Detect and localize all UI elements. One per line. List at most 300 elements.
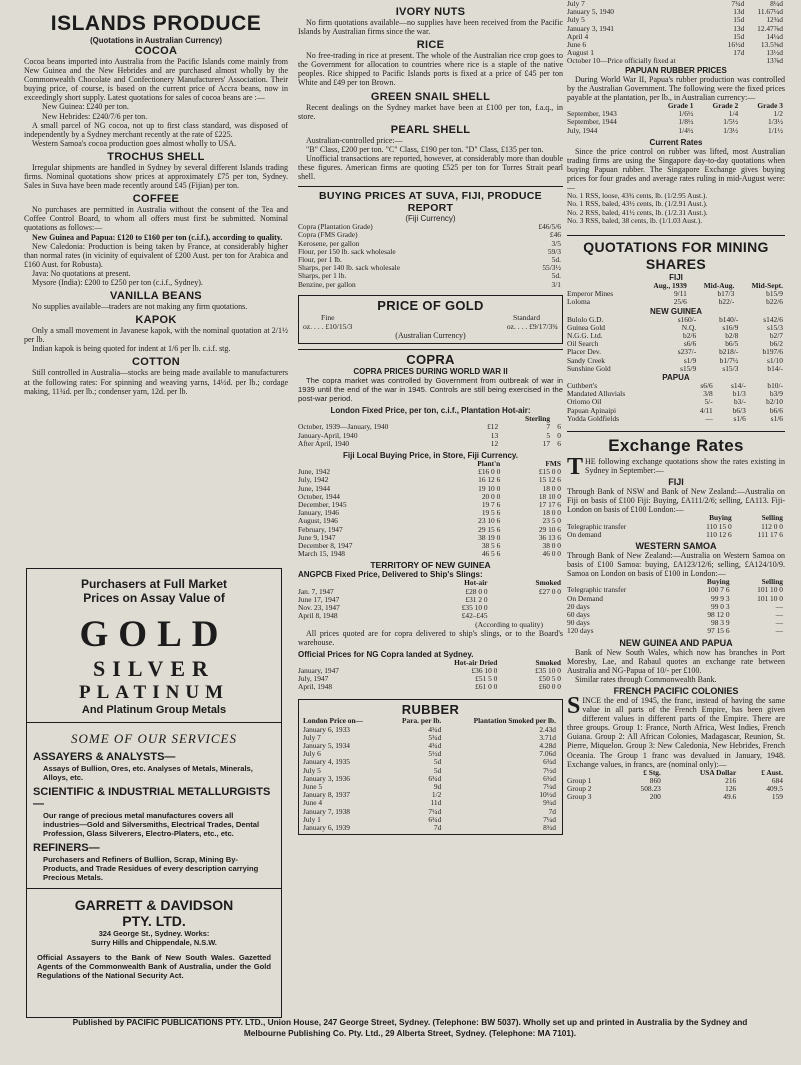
table-cell: Mandated Alluvials — [567, 389, 626, 399]
table-cell: 98 3 9 — [711, 618, 730, 628]
table-cell: £50 5 0 — [538, 673, 561, 683]
table-cell: 29 10 6 — [538, 524, 561, 534]
table-cell: January 5, 1940 — [567, 7, 615, 17]
table-cell: b6/5 — [725, 339, 739, 349]
copra-heading: COPRA — [406, 351, 455, 367]
ad-gold: GOLD — [79, 614, 229, 655]
rubber-continued-table — [567, 0, 785, 66]
table-cell: Placer Dev. — [567, 347, 601, 357]
official-heading: Official Prices for NG Copra landed at Sydney. — [298, 649, 474, 659]
table-cell: 110 12 6 — [706, 529, 732, 539]
table-cell: 46 0 0 — [542, 549, 561, 559]
table-cell: 8¾d — [543, 823, 556, 833]
table-cell: No. 1 RSS, baled, 43½ cents, lb. (1/2.91 Aust.). — [567, 199, 708, 209]
table-cell: £36 10 0 — [471, 665, 498, 675]
suva-subtitle: (Fiji Currency) — [405, 214, 456, 224]
table-cell: 200 — [649, 792, 661, 802]
table-row — [567, 603, 785, 611]
table-cell: 49.6 — [723, 792, 737, 802]
table-row — [567, 41, 785, 49]
table-header-cell: Grade 3 — [757, 100, 783, 110]
ws-para: Through Bank of New Zealand:—Australia on Western Samoa on basis of £100 Samoa: buying, £A123/12/6; selling, £A124/10/9. Samoa on London on basis of £100 in London:— — [567, 550, 785, 579]
table-cell: N.Q. — [681, 322, 697, 332]
ngp-heading: NEW GUINEA AND PAPUA — [619, 637, 733, 648]
table-row — [567, 785, 785, 793]
table-cell: s6/6 — [700, 381, 713, 391]
table-cell: July 7 — [567, 0, 585, 8]
table-cell: 12 — [490, 438, 499, 448]
table-row — [298, 526, 563, 534]
table-cell: — — [775, 618, 783, 628]
table-cell: Yodda Goldfields — [567, 413, 620, 423]
current-rates-heading: Current Rates — [649, 137, 703, 147]
gold-fine-label: Fine — [321, 312, 335, 322]
table-cell: January 8, 1937 — [303, 790, 351, 800]
pearl-unofficial: Unofficial transactions are reported, however, at considerably more than double these figures. American firms are quoting £525 per ton for Torres Strait pearl shell. — [298, 153, 563, 182]
table-header-cell: £ Aust. — [761, 767, 783, 777]
table-cell: September, 1943 — [567, 109, 617, 119]
table-cell: £27 0 0 — [538, 586, 561, 596]
table-cell: 3/8 — [703, 389, 713, 399]
table-cell: January 5, 1934 — [303, 741, 351, 750]
table-row — [298, 667, 563, 675]
table-row — [298, 476, 563, 484]
table-row — [567, 8, 785, 16]
table-cell: February, 1947 — [298, 524, 343, 534]
table-cell: On demand — [567, 529, 602, 539]
table-cell: s1/9 — [683, 355, 697, 365]
table-cell: 5d — [433, 757, 442, 767]
table-cell: January 6, 1939 — [303, 823, 351, 833]
table-cell: 1/4½ — [678, 125, 694, 135]
table-cell: 14¼d — [766, 31, 783, 41]
table-header-cell: Para. per lb. — [402, 716, 442, 726]
kapok-heading: KAPOK — [135, 314, 177, 327]
table-cell: b22/6 — [766, 297, 783, 307]
table-cell: 23 10 6 — [478, 516, 501, 526]
table-cell: £28 0 0 — [465, 586, 488, 596]
table-cell: b3/9 — [769, 389, 783, 399]
rice-para: No free-trading in rice at present. The whole of the Australian rice crop goes to the Government for allocation to countries where rice is a staple of the native peoples. Rice shipped to Pacific Islands ports is fixed at a price of £45 per ton White and £49 per ton Brown. — [298, 51, 563, 88]
rubber-table — [303, 717, 558, 832]
copra-subtitle: COPRA PRICES DURING WORLD WAR II — [353, 366, 508, 376]
table-cell: 7¼d — [543, 814, 556, 824]
table-cell: s15/3 — [722, 363, 739, 373]
table-cell: 1/4 — [728, 109, 739, 119]
table-cell: 6¾d — [543, 773, 556, 783]
exchange-dropcap: T — [567, 454, 584, 481]
table-cell: January, 1946 — [298, 508, 339, 518]
table-cell: 98 12 0 — [707, 610, 730, 620]
table-cell: b6/2 — [769, 339, 783, 349]
table-cell: £51 5 0 — [475, 673, 498, 683]
ad-services-heading: SOME OF OUR SERVICES — [71, 731, 237, 746]
table-cell: £46 — [549, 230, 561, 240]
table-cell: 508.23 — [640, 784, 661, 794]
ad-footer-note: Official Assayers to the Bank of New South Wales. Gazetted Agents of the Commonwealth Bank of Australia, under the Gold Regulations of the National Security Act. — [37, 953, 271, 980]
suva-price-table — [298, 223, 563, 289]
table-cell: Sunshine Gold — [567, 363, 611, 373]
table-cell: Nov. 23, 1947 — [298, 602, 340, 612]
table-cell: b17/3 — [717, 289, 735, 299]
table-cell: 120 days — [567, 626, 594, 636]
gold-price-box — [298, 295, 563, 344]
table-cell: s14/- — [731, 381, 746, 391]
papuan-rubber-heading: PAPUAN RUBBER PRICES — [625, 65, 727, 75]
table-cell: b218/- — [719, 347, 739, 357]
rubber-box — [298, 699, 563, 835]
table-cell: b2/8 — [725, 331, 739, 341]
table-row — [298, 612, 563, 620]
table-cell: 1/8½ — [678, 117, 694, 127]
table-cell: 7.06d — [539, 749, 556, 759]
table-cell: Guinea Gold — [567, 322, 605, 332]
table-cell: Oriomo Oil — [567, 397, 602, 407]
angpcb-note: (According to quality) — [475, 620, 543, 630]
table-cell: 11.67¼d — [757, 7, 783, 17]
table-cell: 16 12 6 — [478, 475, 501, 485]
exchange-rates-heading: Exchange Rates — [608, 436, 744, 456]
table-cell: 13d — [733, 7, 745, 17]
table-cell: b2/10 — [766, 397, 783, 407]
table-row — [567, 298, 785, 306]
table-cell: January 3, 1941 — [567, 23, 615, 33]
table-cell: 59/3 — [547, 246, 561, 256]
angpcb-table — [298, 579, 563, 620]
table-cell: 5d. — [551, 271, 561, 281]
table-header-cell: Grade 2 — [712, 100, 739, 110]
table-header-cell: Sterling — [525, 414, 551, 424]
coffee-ng: New Guinea and Papua: £120 to £160 per ton (c.i.f.), according to quality. — [32, 232, 283, 242]
table-cell: 13½d — [766, 48, 783, 58]
kapok-para: Only a small movement in Javanese kapok, with the nominal quotation at 2/1½ per lb. — [24, 326, 288, 345]
table-cell: April 8, 1948 — [298, 611, 338, 621]
mining-fiji-table — [567, 282, 785, 307]
table-cell: 1/2 — [431, 790, 442, 800]
pearl-price: Australian-controlled price:— — [306, 135, 403, 145]
ad-platinum-group: And Platinum Group Metals — [81, 704, 227, 716]
table-cell: Telegraphic transfer — [567, 521, 627, 531]
table-cell: 23 5 0 — [542, 516, 561, 526]
papuan-rubber-para: During World War II, Papua's rubber production was controlled by the Australian Government. The following were the fixed prices payable at the plantation, per lb., in Australian currency:— — [567, 74, 785, 102]
table-cell: 1/2 — [773, 109, 783, 119]
fpc-para — [567, 693, 785, 769]
table-row — [298, 675, 563, 683]
table-cell: 3/1 — [551, 279, 561, 289]
ad-silver: SILVER — [93, 656, 215, 681]
angpcb-para: All prices quoted are for copra delivered to ship's slings, or to the Board's warehouse. — [298, 629, 563, 648]
table-cell: b140/- — [719, 314, 739, 324]
table-cell: 7¾d — [731, 0, 745, 8]
ad-platinum: PLATINUM — [78, 682, 230, 703]
table-cell: 111 17 6 — [757, 529, 783, 539]
snail-heading: GREEN SNAIL SHELL — [370, 90, 491, 103]
table-cell: 110 15 0 — [706, 521, 732, 531]
ex-fiji-table — [567, 514, 785, 539]
table-cell: 7d — [548, 806, 556, 816]
table-cell: October, 1939—January, 1940 — [298, 422, 389, 432]
tng-heading: TERRITORY OF NEW GUINEA — [370, 560, 491, 571]
table-cell: b1/7½ — [719, 355, 739, 365]
table-cell: 3/5 — [551, 238, 561, 248]
table-cell: £31 2 0 — [465, 594, 488, 604]
table-cell: 7¼d — [428, 806, 442, 816]
table-cell: June 6 — [567, 40, 587, 50]
table-cell: 17d — [733, 48, 745, 58]
table-cell: b15/9 — [766, 289, 783, 299]
table-cell: s237/- — [677, 347, 697, 357]
table-cell: 7¼d — [543, 782, 556, 792]
table-cell: £61 0 0 — [475, 682, 498, 692]
table-cell: 18 10 0 — [538, 491, 561, 501]
table-cell: N.G.G. Ltd. — [567, 331, 603, 341]
table-cell: 409.5 — [766, 784, 783, 794]
ngp-para: Bank of New South Wales, which now has branches in Port Moresby, Lae, and Rabaul quotes an exchange rate between Australia and NG-Papua of 10/- per £100. — [567, 647, 785, 675]
table-row — [567, 118, 785, 126]
table-cell: s16/9 — [722, 322, 739, 332]
table-cell: July 5 — [567, 15, 585, 25]
snail-para: Recent dealings on the Sydney market have been at £100 per ton, f.a.q., in store. — [298, 102, 563, 121]
left-column — [24, 0, 288, 396]
table-cell: October 10—Price officially fixed at — [567, 56, 676, 66]
table-cell: 5d — [433, 765, 442, 775]
table-cell: 112 0 0 — [761, 521, 783, 531]
gold-fine-value: oz. . . . £10/15/3 — [303, 321, 353, 331]
table-cell: No. 2 RSS, baled, 41½ cents, lb. (1/2.31 Aust.). — [567, 207, 708, 217]
table-header-cell: Aug., 1939 — [653, 281, 687, 290]
coffee-nc: New Caledonia: Production is being taken by France, at considerably higher than normal rates (in vicinity of equivalent of £200 Aust. per ton for Arabica and £160 Aust. for Robusta). — [24, 241, 288, 269]
table-header-cell: Plant'n — [477, 458, 501, 468]
table-cell: Group 2 — [567, 784, 592, 794]
table-row — [567, 25, 785, 33]
table-cell: 7d — [433, 823, 442, 833]
rice-heading: RICE — [416, 39, 445, 52]
table-row — [567, 365, 785, 373]
official-table — [298, 659, 563, 692]
table-cell: January 7, 1938 — [303, 806, 351, 816]
table-cell: — — [775, 601, 783, 611]
table-row — [298, 440, 563, 448]
table-cell: 101 10 0 — [757, 593, 783, 603]
table-row — [298, 550, 563, 558]
table-cell: 29 15 6 — [478, 524, 501, 534]
islands-produce-title: ISLANDS PRODUCE — [50, 12, 262, 35]
table-row — [567, 531, 785, 539]
table-cell: 1/6½ — [678, 109, 694, 119]
table-row — [567, 332, 785, 340]
ex-fiji-heading: FIJI — [668, 477, 684, 488]
table-cell: 38 5 6 — [481, 540, 501, 550]
table-row — [298, 281, 563, 289]
table-cell: £16 0 0 — [478, 467, 501, 477]
ad-address-2: Surry Hills and Chippendale, N.S.W. — [91, 938, 217, 947]
table-cell: b197/6 — [762, 347, 783, 357]
table-row — [567, 33, 785, 41]
table-cell: b3/- — [733, 397, 746, 407]
trochus-para: Irregular shipments are handled in Sydney by several different Islands trading firms. Nominal quotations show prices at approximately £75 per ton, Sydney. Sales in Suva have been made recently around £45 (Fijian) per ton. — [24, 162, 288, 191]
table-cell: 7 — [546, 422, 551, 432]
table-cell: 0 — [557, 430, 561, 440]
table-cell: June, 1942 — [298, 467, 331, 477]
table-cell: 1/3½ — [723, 125, 739, 135]
table-cell: 216 — [725, 775, 737, 785]
table-cell: After April, 1940 — [298, 438, 350, 448]
table-header-row — [298, 579, 563, 587]
table-row — [567, 619, 785, 627]
table-cell: 12.47⅞d — [757, 23, 783, 33]
table-row — [567, 595, 785, 603]
table-cell: June, 1944 — [298, 483, 331, 493]
table-row — [303, 758, 558, 766]
table-cell: 1/5½ — [723, 117, 739, 127]
ad-service-1-heading: ASSAYERS & ANALYSTS— — [33, 751, 176, 763]
publisher-footer: Published by PACIFIC PUBLICATIONS PTY. LTD., Union House, 247 George Street, Sydney. (Telephone: BW 5037). Wholly set up and printed in Australia by the Sydney and Melbourne Publishing Co. Pty. Ltd., 29 Alberta Street, Sydney. (Telephone: MA 7101). — [72, 1017, 748, 1038]
table-cell: 9d — [433, 782, 442, 792]
table-cell: July 1 — [303, 814, 321, 824]
table-header-cell: £ Stg. — [643, 767, 661, 777]
table-cell: b2/6 — [683, 331, 697, 341]
table-cell: July 6 — [303, 749, 321, 759]
table-cell: £60 0 0 — [538, 682, 561, 692]
vanilla-heading: VANILLA BEANS — [110, 290, 202, 303]
table-row — [298, 468, 563, 476]
table-cell: 6 — [557, 422, 561, 432]
table-row — [567, 415, 785, 423]
table-cell: 6¾d — [543, 757, 556, 767]
vanilla-para: No supplies available—traders are not making any firm quotations. — [32, 302, 248, 312]
table-cell: Copra (Plantation Grade) — [298, 222, 373, 232]
cocoa-ng: New Guinea: £240 per ton. — [42, 102, 129, 112]
table-cell: — — [705, 413, 713, 423]
table-cell: 1/1½ — [768, 125, 783, 135]
table-cell: August, 1946 — [298, 516, 338, 526]
kapok-indian: Indian kapok is being quoted for indent at 1/6 per lb. c.i.f. stg. — [32, 344, 231, 354]
ad-service-2-heading: SCIENTIFIC & INDUSTRIAL METALLURGISTS— — [33, 786, 271, 810]
table-cell: March 15, 1948 — [298, 549, 346, 559]
table-cell: December 8, 1947 — [298, 540, 353, 550]
table-cell: Cuthbert's — [567, 381, 598, 391]
mining-fiji-sub: FIJI — [669, 273, 683, 282]
table-header-row — [567, 769, 785, 777]
table-cell — [490, 604, 563, 612]
table-cell: June 9, 1947 — [298, 532, 336, 542]
ws-table — [567, 578, 785, 635]
current-rates-table — [567, 192, 785, 225]
table-cell: December, 1945 — [298, 499, 347, 509]
table-cell: July 7 — [303, 732, 321, 742]
table-cell: 4/11 — [699, 405, 713, 415]
table-cell: 99 9 3 — [711, 593, 730, 603]
table-header-cell: Smoked — [535, 578, 561, 588]
table-cell: July, 1947 — [298, 673, 329, 683]
table-cell: 20 days — [567, 601, 590, 611]
table-cell: £12 — [487, 422, 499, 432]
table-header-cell: Hot-air Dried — [454, 657, 498, 667]
table-cell: 55/3½ — [542, 263, 561, 273]
table-row — [567, 127, 785, 135]
table-cell: July, 1942 — [298, 475, 329, 485]
table-row — [298, 683, 563, 691]
cocoa-samoa: Western Samoa's cocoa production goes almost wholly to USA. — [32, 138, 237, 148]
table-cell — [720, 57, 746, 65]
table-row — [303, 824, 558, 832]
table-cell: June 5 — [303, 782, 323, 792]
table-cell: Emperor Mines — [567, 289, 614, 299]
table-cell: 19 7 6 — [481, 499, 501, 509]
table-header-cell: Plantation Smoked per lb. — [473, 716, 556, 726]
copra-para: The copra market was controlled by Government from outbreak of war in 1939 until the end of the war in 1945. Controls are still being exercised in the post-war period. — [298, 375, 563, 404]
pearl-heading: PEARL SHELL — [390, 123, 471, 136]
gold-standard-value: oz. . . . £9/17/3¾ — [506, 321, 558, 331]
fpc-dropcap: S — [567, 693, 581, 720]
ngp-para-2: Similar rates through Commonwealth Bank. — [575, 674, 717, 684]
table-header-cell: Grade 1 — [667, 100, 694, 110]
table-cell: Kerosene, per gallon — [298, 238, 360, 248]
ad-address-1: 324 George St., Sydney. Works: — [98, 929, 210, 938]
table-cell: July 5 — [303, 765, 321, 775]
table-header-cell: Selling — [761, 577, 783, 587]
table-cell: 5d. — [551, 255, 561, 265]
table-cell: 15 12 6 — [538, 475, 561, 485]
table-cell: April, 1948 — [298, 682, 333, 692]
table-cell: b10/- — [767, 381, 783, 391]
table-cell: No. 3 RSS, baled, 38 cents, lb. (1/1.03 Aust.). — [567, 215, 703, 225]
table-cell: Flour, per 150 lb. sack wholesale — [298, 246, 396, 256]
table-cell: January-April, 1940 — [298, 430, 358, 440]
coffee-heading: COFFEE — [132, 193, 180, 206]
table-cell: b22/- — [718, 297, 735, 307]
ivory-heading: IVORY NUTS — [395, 6, 466, 18]
table-header-cell: Buying — [709, 513, 732, 523]
table-cell: 684 — [771, 775, 783, 785]
table-cell: Group 1 — [567, 775, 592, 785]
table-cell: 159 — [771, 792, 783, 802]
table-cell: 8¼d — [770, 0, 783, 8]
table-cell: Oil Search — [567, 339, 599, 349]
cocoa-para: Cocoa beans imported into Australia from the Pacific Islands come mainly from New Guinea and the New Hebrides and are purchased almost wholly by the Commonwealth Chocolate and Confectionery Manufacturers' Association. Their buying price, of course, is based on the current price of Accra beans, now in exceedingly short supply. Latest quotations for sales of cocoa beans are :— — [24, 57, 288, 103]
table-cell: s142/6 — [763, 314, 783, 324]
table-cell: 6¾d — [428, 814, 442, 824]
table-cell: 860 — [649, 775, 661, 785]
table-cell: — — [775, 610, 783, 620]
table-cell: Telegraphic transfer — [567, 585, 627, 595]
table-cell: 4.28d — [539, 741, 556, 750]
table-cell: b1/3 — [732, 389, 746, 399]
table-cell: 90 days — [567, 618, 590, 628]
table-cell: 4¾d — [428, 741, 442, 750]
exchange-intro-text: HE following exchange quotations show the rates existing in Sydney in September:— — [585, 457, 785, 476]
table-cell: s1/10 — [766, 355, 783, 365]
table-row — [567, 57, 785, 65]
table-cell: On Demand — [567, 593, 603, 603]
table-cell: 25/6 — [673, 297, 687, 307]
table-row — [303, 775, 558, 783]
table-cell: June 17, 1947 — [298, 594, 340, 604]
ad-service-1-desc: Assays of Bullion, Ores, etc. Analyses of Metals, Minerals, Alloys, etc. — [43, 764, 253, 782]
pearl-classes: "B" Class, £200 per ton. "C" Class, £190 per ton. "D" Class, £135 per ton. — [306, 144, 544, 154]
table-cell: August 1 — [567, 48, 594, 58]
table-cell: 5/- — [704, 397, 713, 407]
islands-subtitle: (Quotations in Australian Currency) — [90, 36, 222, 45]
ad-service-3-heading: REFINERS— — [33, 842, 100, 854]
table-cell: 99 0 3 — [711, 601, 730, 611]
fpc-heading: FRENCH PACIFIC COLONIES — [613, 686, 739, 697]
table-cell: 16½d — [727, 40, 745, 50]
table-cell: 38 19 0 — [478, 532, 501, 542]
table-cell: 19 5 6 — [481, 508, 501, 518]
table-cell: 101 10 0 — [757, 585, 783, 595]
table-cell: 5 — [546, 430, 551, 440]
